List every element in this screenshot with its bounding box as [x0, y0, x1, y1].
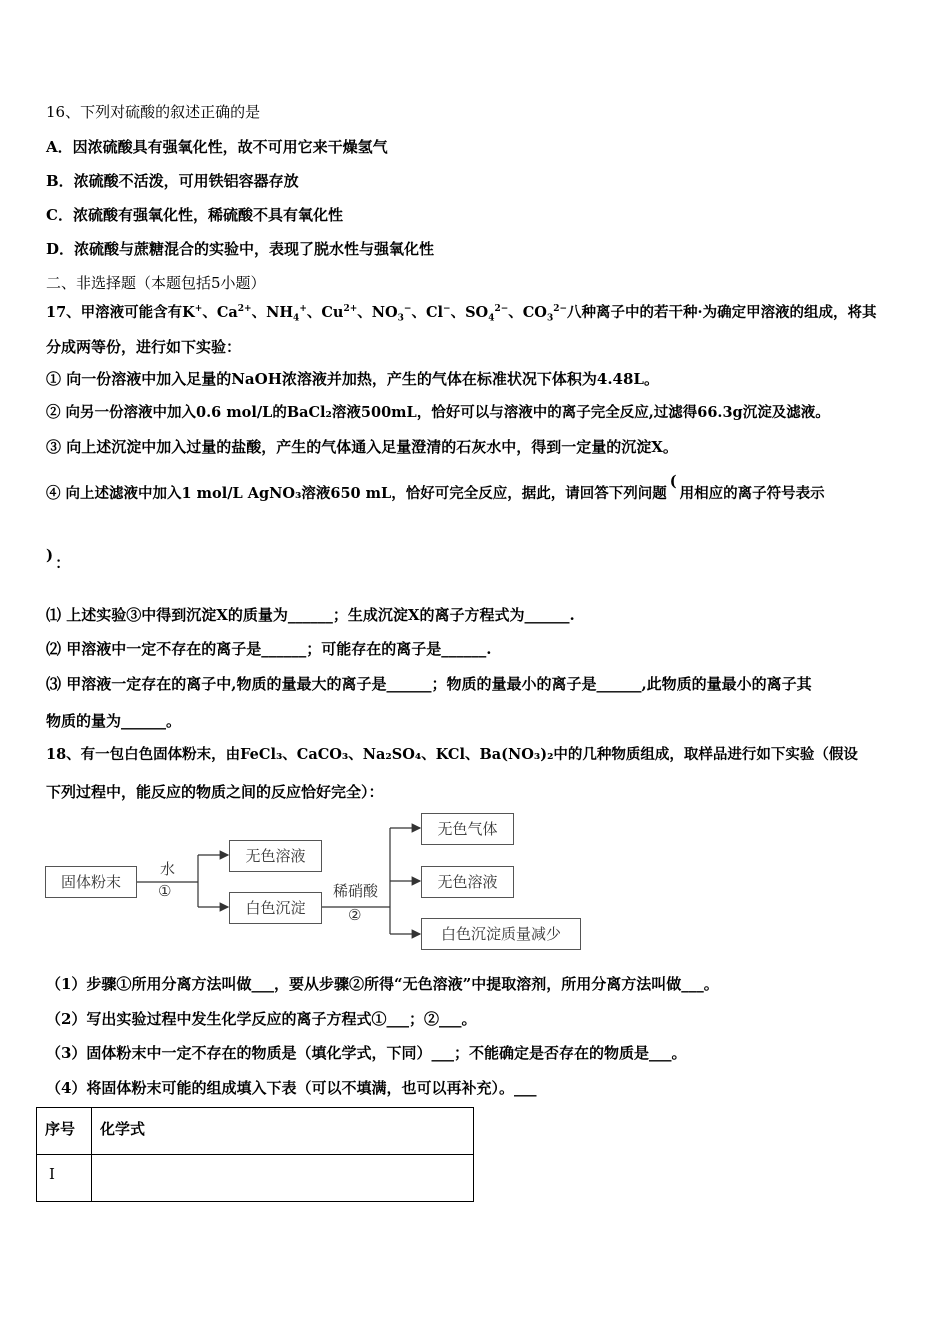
flow-label-step2-top: 稀硝酸	[333, 882, 379, 900]
q18-line1: 18、有一包白色固体粉末，由FeCl₃、CaCO₃、Na₂SO₄、KCl、Ba(NO₃)₂中的几种物质组成，取样品进行如下实验（假设	[46, 746, 858, 763]
flow-label-step2-bottom: ②	[348, 906, 362, 924]
q17-exp4-text: ④ 向上述滤液中加入1 mol/L AgNO₃溶液650 mL，恰好可完全反应，据此，请回答下列问题	[46, 485, 667, 502]
q18-line2: 下列过程中，能反应的物质之间的反应恰好完全）：	[46, 783, 384, 801]
q17-sub3b: 物质的量为______。	[46, 712, 182, 730]
q18-sub3: （3）固体粉末中一定不存在的物质是（填化学式，下同）___；不能确定是否存在的物质是___。	[46, 1044, 687, 1062]
q17-exp4	[46, 473, 825, 504]
q17-paren-open: (	[669, 473, 677, 490]
q17-line1-post: 八种离子中的若干种·为确定甲溶液的组成，将其	[567, 303, 877, 321]
flow-label-step1-top: 水	[160, 860, 176, 878]
flow-box-out3: 白色沉淀质量减少	[421, 918, 581, 950]
flow-box-start: 固体粉末	[45, 866, 137, 898]
table-row	[37, 1155, 474, 1202]
table-header-row	[37, 1108, 474, 1155]
q17-exp1: ① 向一份溶液中加入足量的NaOH浓溶液并加热，产生的气体在标准状况下体积为4.48L。	[46, 370, 659, 388]
flow-box-mid-bottom: 白色沉淀	[229, 892, 322, 924]
q17-sub2: ⑵ 甲溶液中一定不存在的离子是______；可能存在的离子是______.	[46, 640, 492, 658]
flow-box-out2: 无色溶液	[421, 866, 514, 898]
q16-stem: 16、下列对硫酸的叙述正确的是	[46, 103, 261, 121]
q16-option-c: C．浓硫酸有强氧化性，稀硫酸不具有氧化性	[46, 206, 343, 224]
flow-box-mid-top: 无色溶液	[229, 840, 322, 872]
q18-sub2: （2）写出实验过程中发生化学反应的离子方程式①___；②___。	[46, 1010, 477, 1028]
q16-option-a: A．因浓硫酸具有强氧化性，故不可用它来干燥氢气	[46, 138, 388, 156]
q16-option-d: D．浓硫酸与蔗糖混合的实验中，表现了脱水性与强氧化性	[46, 240, 435, 258]
composition-table	[36, 1107, 474, 1202]
q17-line1-pre: 17、甲溶液可能含有K	[46, 303, 195, 321]
q18-sub1: （1）步骤①所用分离方法叫做___，要从步骤②所得“无色溶液”中提取溶剂，所用分离方法叫做___。	[46, 975, 719, 993]
q17-colon: ：	[55, 554, 71, 572]
q17-sub1: ⑴ 上述实验③中得到沉淀X的质量为______；生成沉淀X的离子方程式为______.	[46, 606, 575, 624]
q17-sub3a: ⑶ 甲溶液一定存在的离子中,物质的量最大的离子是______；物质的量最小的离子是______,此物质的量最小的离子其	[46, 675, 812, 693]
q17-exp3: ③ 向上述沉淀中加入过量的盐酸，产生的气体通入足量澄清的石灰水中，得到一定量的沉淀X。	[46, 438, 678, 456]
q17-paren-close	[46, 545, 71, 572]
q17-line1: 17、甲溶液可能含有K+、$Ca^{2+}$、$NH_4^+$、$Cu^{2+}$、$NO_3^-$、Cl−、$SO_4^{2-}$、$CO_3^{2-}$八种离子中的若干种·为确定甲溶液的组成，将其	[46, 303, 877, 324]
flow-box-out1: 无色气体	[421, 813, 514, 845]
q17-paren-close-char: )	[46, 546, 54, 564]
table-cell-index: Ⅰ	[37, 1155, 92, 1202]
flow-label-step1-bottom: ①	[158, 882, 172, 900]
section-heading: 二、非选择题（本题包括5小题）	[46, 274, 266, 292]
q18-sub4: （4）将固体粉末可能的组成填入下表（可以不填满，也可以再补充）。___	[46, 1079, 537, 1097]
q17-exp2: ② 向另一份溶液中加入0.6 mol/L的BaCl₂溶液500mL，恰好可以与溶液中的离子完全反应,过滤得66.3g沉淀及滤液。	[46, 404, 830, 421]
table-header-index: 序号	[37, 1108, 92, 1155]
table-cell-formula[interactable]	[92, 1155, 474, 1202]
table-header-formula: 化学式	[92, 1108, 474, 1155]
q16-option-b: B．浓硫酸不活泼，可用铁铝容器存放	[46, 172, 299, 190]
q17-line2: 分成两等份，进行如下实验：	[46, 338, 242, 356]
q17-exp4-tail: 用相应的离子符号表示	[679, 485, 825, 502]
